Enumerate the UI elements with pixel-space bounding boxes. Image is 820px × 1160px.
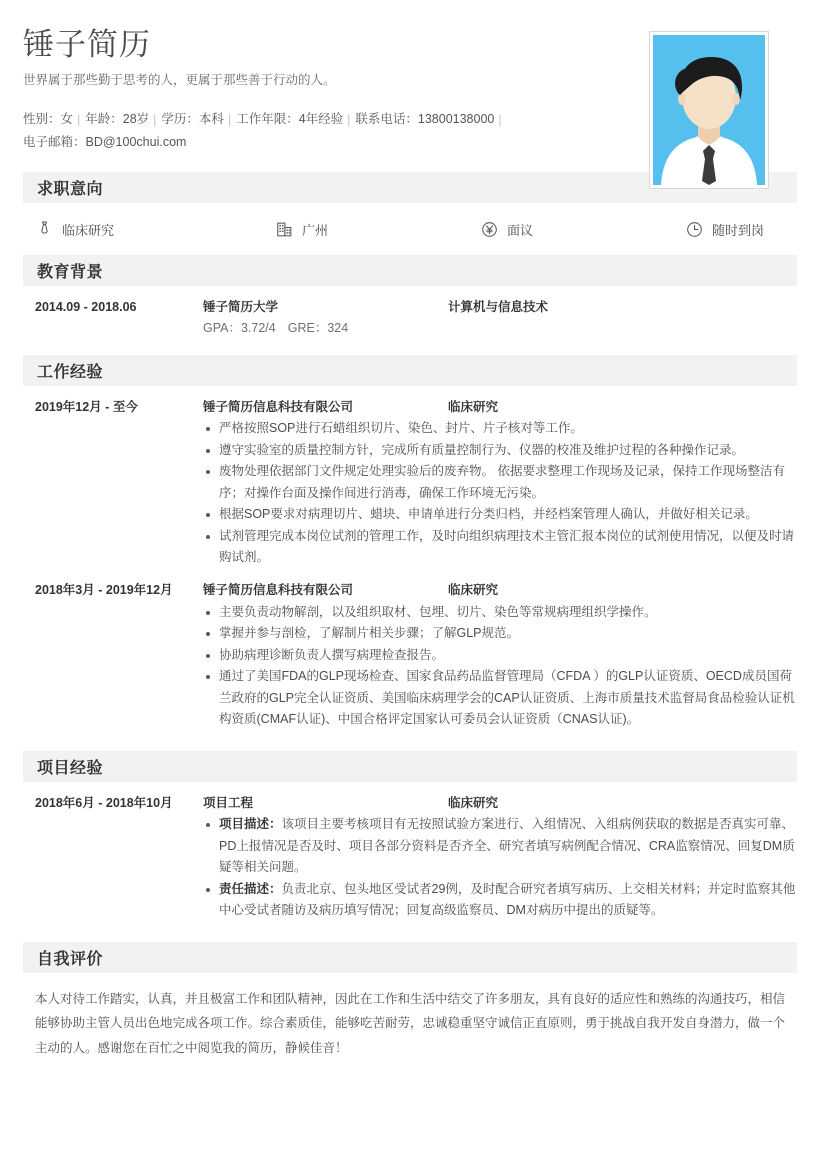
avatar-illustration-icon — [653, 35, 765, 185]
contact-divider: | — [227, 112, 232, 127]
self-evaluation-text: 本人对待工作踏实，认真，并且极富工作和团队精神，因此在工作和生活中结交了许多朋友，具有良好的适应性和熟练的沟通技巧，相信能够协助主管人员出色地完成各项工作。综合素质佳，能够吃苦耐劳，忠诚稳重坚守诚信正直原则，勇于挑战自我开发自身潜力，做一个主动的人。感谢您在百忙之中阅览我的简历，静候佳音！ — [35, 991, 786, 1055]
list-item: 主要负责动物解剖，以及组织取材、包埋、切片、染色等常规病理组织学操作。 — [203, 602, 797, 624]
section-header-education — [23, 255, 797, 286]
section-title: 工作经验 — [37, 363, 104, 381]
project-bullet-list — [203, 814, 797, 922]
project-desc-text: 该项目主要考核项目有无按照试验方案进行、入组情况、入组病例获取的数据是否真实可靠、PD上报情况是否及时、项目各部分资料是否齐全、研究者填写病例配合情况、CRA监察情况、回复DM质疑等相关问题。 — [219, 817, 795, 875]
project-duty-text: 负责北京、包头地区受试者29例，及时配合研究者填写病历、上交相关材料；并定时监察其他中心受试者随访及病历填写情况；回复高级监察员、DM对病历中提出的质疑等。 — [219, 881, 796, 918]
header-motto: 世界属于那些勤于思考的人，更属于那些善于行动的人。 — [23, 72, 336, 87]
work-bullet-list — [203, 602, 797, 731]
project-date: 2018年6月 - 2018年10月 — [35, 795, 173, 810]
building-icon — [275, 220, 294, 239]
work-role: 临床研究 — [448, 399, 499, 414]
work-detail — [203, 398, 797, 569]
work-date: 2018年3月 - 2019年12月 — [35, 582, 173, 597]
section-title: 自我评价 — [37, 950, 104, 968]
section-title: 求职意向 — [37, 181, 104, 198]
work-title-line — [203, 398, 797, 417]
intent-position — [35, 220, 275, 239]
intent-city — [275, 220, 480, 239]
education-gpa: GPA：3.72/4 — [203, 320, 276, 335]
list-item: 根据SOP要求对病理切片、蜡块、申请单进行分类归档，并经档案管理人确认，并做好相关记录。 — [203, 504, 797, 526]
project-name: 项目工程 — [203, 795, 254, 810]
work-entry — [23, 569, 797, 731]
intent-availability — [685, 220, 764, 239]
education-title-line — [203, 298, 797, 317]
tie-icon — [35, 220, 54, 239]
list-item: 试剂管理完成本岗位试剂的管理工作，及时向组织病理技术主管汇报本岗位的试剂使用情况，以便及时请购试剂。 — [203, 526, 797, 569]
section-header-work — [23, 355, 797, 386]
contact-info-line — [23, 108, 643, 131]
work-role: 临床研究 — [448, 582, 499, 597]
contact-phone: 联系电话：13800138000 — [355, 111, 495, 126]
contact-divider: | — [153, 112, 157, 127]
project-desc-label: 项目描述： — [219, 817, 282, 832]
list-item: 遵守实验室的质量控制方针，完成所有质量控制行为、仪器的校准及维护过程的各种操作记录。 — [203, 440, 797, 462]
page-title: 锤子简历 — [23, 27, 151, 62]
project-detail — [203, 794, 797, 922]
intent-city-label: 广州 — [302, 222, 329, 238]
project-duty-label: 责任描述： — [219, 881, 282, 896]
section-header-project — [23, 751, 797, 782]
list-item: 掌握并参与剖检，了解制片相关步骤；了解GLP规范。 — [203, 623, 797, 645]
yen-icon — [480, 220, 499, 239]
project-title-line — [203, 794, 797, 813]
avatar — [649, 31, 769, 189]
work-company: 锤子简历信息科技有限公司 — [203, 582, 354, 597]
education-detail — [203, 298, 797, 341]
contact-email-line: 电子邮箱：BD@100chui.com — [23, 134, 187, 149]
project-entry — [23, 782, 797, 922]
section-title: 教育背景 — [37, 264, 104, 281]
contact-degree: 学历：本科 — [161, 111, 224, 126]
education-school: 锤子简历大学 — [203, 300, 279, 314]
education-date: 2014.09 - 2018.06 — [35, 300, 137, 314]
list-item — [203, 879, 797, 922]
contact-age: 年龄：28岁 — [85, 111, 150, 126]
project-role: 临床研究 — [448, 795, 499, 810]
list-item: 通过了美国FDA的GLP现场检查、国家食品药品监督管理局（CFDA ）的GLP认证资质、OECD成员国荷兰政府的GLP完全认证资质、美国临床病理学会的CAP认证资质、上海市质量技术监督局食品检验认证机构资质(CMAF认证)、中国合格评定国家认可委员会认证资质（CNAS认证)。 — [203, 666, 797, 731]
work-title-line — [203, 581, 797, 600]
contact-experience: 工作年限：4年经验 — [236, 111, 344, 126]
header-text-block — [23, 26, 643, 154]
work-date: 2019年12月 - 至今 — [35, 399, 138, 414]
work-company: 锤子简历信息科技有限公司 — [203, 399, 354, 414]
intent-salary — [480, 220, 685, 239]
education-gre: GRE：324 — [287, 320, 349, 335]
section-title: 项目经验 — [37, 759, 104, 777]
section-header-self-evaluation — [23, 942, 797, 973]
work-detail — [203, 581, 797, 731]
clock-icon — [685, 220, 704, 239]
contact-divider: | — [498, 112, 502, 127]
list-item: 协助病理诊断负责人撰写病理检查报告。 — [203, 645, 797, 667]
list-item — [203, 814, 797, 879]
list-item: 严格按照SOP进行石蜡组织切片、染色、封片、片子核对等工作。 — [203, 418, 797, 440]
list-item: 废物处理依据部门文件规定处理实验后的废弃物。 依据要求整理工作现场及记录，保持工作现场整洁有序；对操作台面及操作间进行消毒，确保工作环境无污染。 — [203, 461, 797, 504]
contact-gender: 性别：女 — [23, 111, 74, 126]
education-major: 计算机与信息技术 — [448, 300, 549, 314]
intent-availability-label: 随时到岗 — [712, 222, 765, 238]
contact-divider: | — [77, 112, 81, 127]
job-intention-row — [23, 203, 797, 255]
education-entry — [23, 286, 797, 341]
intent-salary-label: 面议 — [507, 222, 534, 238]
avatar-image — [653, 35, 765, 185]
intent-position-label: 临床研究 — [62, 222, 115, 238]
education-scores — [203, 317, 797, 341]
work-bullet-list — [203, 418, 797, 569]
contact-divider: | — [347, 112, 351, 127]
work-entry — [23, 386, 797, 569]
resume-header — [23, 0, 797, 172]
